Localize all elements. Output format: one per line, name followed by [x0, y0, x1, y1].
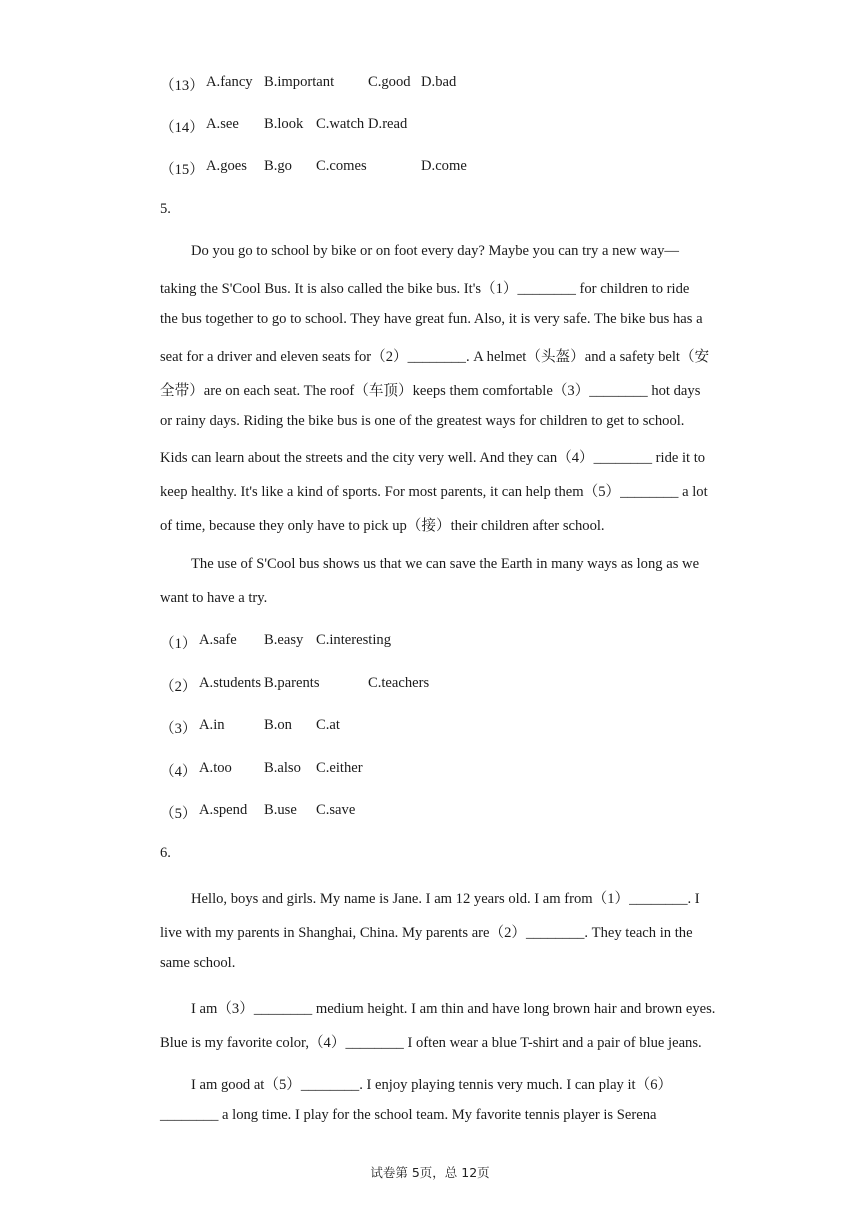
passage-line: ________ a long time. I play for the school team. My favorite tennis player is Serena	[160, 1107, 657, 1123]
option-b: B.on	[264, 717, 292, 733]
option-number: （2）	[160, 679, 197, 695]
option-number: （14）	[160, 120, 204, 136]
question-number-5: 5.	[160, 201, 171, 217]
option-b: B.use	[264, 802, 297, 818]
option-b: B.parents	[264, 675, 320, 691]
option-c: C.comes	[316, 158, 367, 174]
option-a: A.students	[199, 675, 262, 691]
option-b: B.go	[264, 158, 292, 174]
passage-line: I am（3）________ medium height. I am thin and have long brown hair and brown eyes.	[191, 1001, 716, 1017]
passage-line: taking the S'Cool Bus. It is also called the bike bus. It's（1）________ for children to ride	[160, 281, 690, 297]
option-c: C.save	[316, 802, 356, 818]
passage-line: of time, because they only have to pick up（接）their children after school.	[160, 518, 605, 534]
option-number: （13）	[160, 78, 204, 94]
option-b: B.important	[264, 74, 335, 90]
option-number: （4）	[160, 764, 197, 780]
option-b: B.easy	[264, 632, 304, 648]
passage-line: the bus together to go to school. They have great fun. Also, it is very safe. The bike bus has a	[160, 311, 703, 327]
option-b: B.also	[264, 760, 301, 776]
passage-line: same school.	[160, 955, 236, 971]
passage-line: keep healthy. It's like a kind of sports. For most parents, it can help them（5）________ a lot	[160, 484, 708, 500]
passage-line: want to have a try.	[160, 590, 268, 606]
option-number: （1）	[160, 636, 197, 652]
passage-line: Blue is my favorite color,（4）________ I often wear a blue T-shirt and a pair of blue jeans.	[160, 1035, 702, 1051]
option-c: C.interesting	[316, 632, 391, 648]
option-d: D.read	[368, 116, 408, 132]
option-number: （5）	[160, 806, 197, 822]
option-a: A.see	[206, 116, 239, 132]
option-c: C.watch	[316, 116, 365, 132]
passage-line: or rainy days. Riding the bike bus is one of the greatest ways for children to get to school.	[160, 413, 685, 429]
passage-line: seat for a driver and eleven seats for（2）________. A helmet（头盔）and a safety belt（安	[160, 349, 710, 365]
option-a: A.fancy	[206, 74, 253, 90]
passage-line: Do you go to school by bike or on foot every day? Maybe you can try a new way—	[191, 243, 679, 259]
option-c: C.teachers	[368, 675, 430, 691]
page-footer: 试卷第 5页，总 12页	[370, 1165, 490, 1180]
option-c: C.at	[316, 717, 340, 733]
question-number-6: 6.	[160, 845, 171, 861]
option-a: A.safe	[199, 632, 237, 648]
option-a: A.too	[199, 760, 232, 776]
option-number: （15）	[160, 162, 204, 178]
option-c: C.either	[316, 760, 363, 776]
passage-line: Kids can learn about the streets and the city very well. And they can（4）________ ride it to	[160, 450, 706, 466]
passage-line: 全带）are on each seat. The roof（车顶）keeps them comfortable（3）________ hot days	[160, 383, 701, 399]
option-a: A.in	[199, 717, 225, 733]
passage-line: live with my parents in Shanghai, China. My parents are（2）________. They teach in the	[160, 925, 693, 941]
option-d: D.come	[421, 158, 467, 174]
passage-line: The use of S'Cool bus shows us that we can save the Earth in many ways as long as we	[191, 556, 700, 572]
passage-line: I am good at（5）________. I enjoy playing tennis very much. I can play it（6）	[191, 1077, 673, 1093]
passage-line: Hello, boys and girls. My name is Jane. I am 12 years old. I am from（1）________. I	[191, 891, 700, 907]
option-a: A.goes	[206, 158, 247, 174]
option-c: C.good	[368, 74, 411, 90]
option-b: B.look	[264, 116, 304, 132]
option-d: D.bad	[421, 74, 457, 90]
option-a: A.spend	[199, 802, 248, 818]
option-number: （3）	[160, 721, 197, 737]
